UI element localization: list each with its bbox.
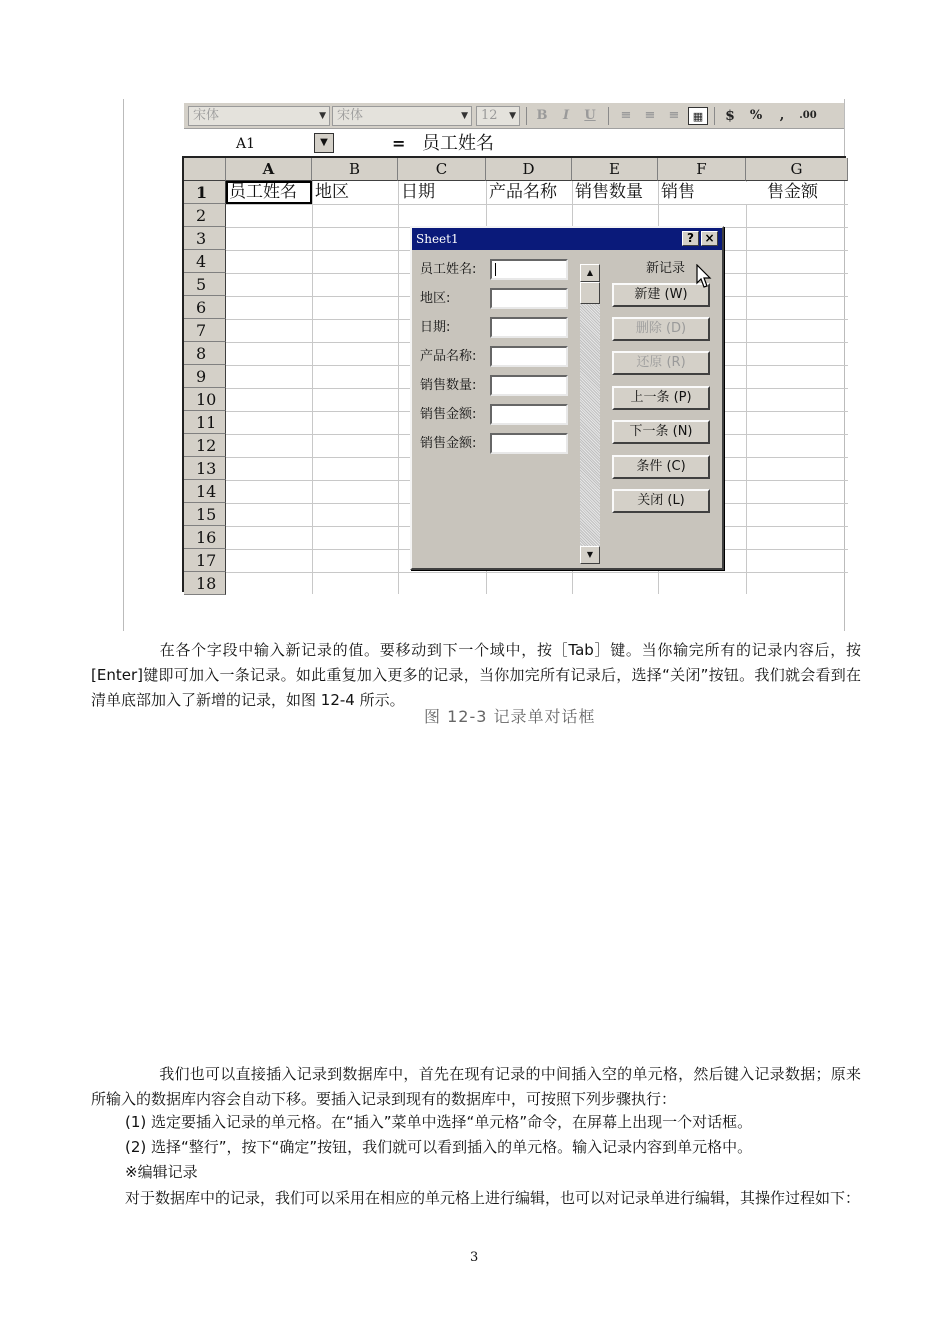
italic-button[interactable]: I bbox=[562, 108, 570, 123]
column-header-b[interactable]: B bbox=[312, 158, 398, 181]
step-1: (1) 选定要插入记录的单元格。在“插入”菜单中选择“单元格”命令，在屏幕上出现一个对话框。 bbox=[125, 1113, 753, 1131]
restore-button[interactable]: 还原 (R) bbox=[612, 351, 710, 375]
increase-decimal-icon[interactable]: .00 bbox=[799, 110, 817, 121]
criteria-button[interactable]: 条件 (C) bbox=[612, 455, 710, 479]
paragraph-1: 在各个字段中输入新记录的值。要移动到下一个域中，按［Tab］键。当你输完所有的记录内容后，按[Enter]键即可加入一条记录。如此重复加入更多的记录，当你加完所有记录后，选择“关闭”按钮。我们就会看到在清单底部加入了新增的记录，如图 12-4 所示。 bbox=[91, 641, 861, 709]
product-name-field[interactable] bbox=[490, 346, 568, 367]
sales-amount-field[interactable] bbox=[490, 404, 568, 425]
formula-bar-value[interactable]: 员工姓名 bbox=[422, 133, 494, 154]
field-label: 地区: bbox=[420, 291, 451, 306]
align-right-icon[interactable]: ≡ bbox=[668, 108, 680, 123]
field-label: 销售数量: bbox=[420, 378, 477, 393]
row-header[interactable]: 16 bbox=[184, 526, 226, 549]
active-cell-outline bbox=[226, 181, 312, 204]
cell-a1[interactable]: 员工姓名 bbox=[229, 182, 297, 202]
figure-caption: 图 12-3 记录单对话框 bbox=[424, 707, 596, 726]
step-2: (2) 选择“整行”，按下“确定”按钮，我们就可以看到插入的单元格。输入记录内容到单元格中。 bbox=[125, 1138, 753, 1156]
font-size-dropdown[interactable]: 12 ▼ bbox=[476, 106, 520, 126]
bold-button[interactable]: B bbox=[536, 108, 548, 123]
row-header[interactable]: 10 bbox=[184, 388, 226, 411]
scroll-up-icon[interactable]: ▲ bbox=[580, 264, 600, 282]
close-icon[interactable]: × bbox=[701, 231, 718, 246]
row-header[interactable]: 4 bbox=[184, 250, 226, 273]
mouse-cursor-icon bbox=[696, 264, 714, 290]
row-header[interactable]: 6 bbox=[184, 296, 226, 319]
row-header[interactable]: 7 bbox=[184, 319, 226, 342]
sales-quantity-field[interactable] bbox=[490, 375, 568, 396]
paragraph-3: 对于数据库中的记录，我们可以采用在相应的单元格上进行编辑，也可以对记录单进行编辑，其操作过程如下： bbox=[125, 1189, 861, 1207]
align-left-icon[interactable]: ≡ bbox=[620, 108, 632, 123]
font-dropdown-2[interactable]: 宋体 ▼ bbox=[332, 106, 472, 126]
new-button[interactable]: 新建 (W) bbox=[612, 283, 710, 307]
section-heading: ※编辑记录 bbox=[125, 1163, 198, 1181]
percent-button[interactable]: % bbox=[749, 108, 763, 123]
row-header[interactable]: 17 bbox=[184, 549, 226, 572]
align-center-icon[interactable]: ≡ bbox=[644, 108, 656, 123]
row-header[interactable]: 15 bbox=[184, 503, 226, 526]
row-header[interactable]: 14 bbox=[184, 480, 226, 503]
column-header-e[interactable]: E bbox=[572, 158, 658, 181]
help-icon[interactable]: ? bbox=[682, 231, 699, 246]
chevron-down-icon: ▼ bbox=[509, 111, 516, 121]
font-dropdown[interactable]: 宋体 ▼ bbox=[188, 106, 330, 126]
cell-c1[interactable]: 日期 bbox=[401, 182, 435, 202]
cell-b1[interactable]: 地区 bbox=[315, 182, 349, 202]
delete-button[interactable]: 删除 (D) bbox=[612, 317, 710, 341]
row-header[interactable]: 18 bbox=[184, 572, 226, 595]
column-header-c[interactable]: C bbox=[398, 158, 486, 181]
dialog-title: Sheet1 bbox=[412, 228, 722, 250]
row-header[interactable]: 2 bbox=[184, 204, 226, 227]
field-label: 产品名称: bbox=[420, 349, 477, 364]
cell-g1[interactable]: 售金额 bbox=[767, 182, 818, 202]
currency-icon[interactable]: $ bbox=[725, 108, 735, 124]
record-scrollbar[interactable] bbox=[580, 264, 600, 564]
column-header-f[interactable]: F bbox=[658, 158, 746, 181]
record-status: 新记录 bbox=[646, 261, 686, 276]
row-header[interactable]: 1 bbox=[184, 181, 226, 204]
page-number: 3 bbox=[470, 1250, 479, 1265]
cell-f1[interactable]: 销售 bbox=[661, 182, 695, 202]
field-label: 日期: bbox=[420, 320, 451, 335]
row-header[interactable]: 12 bbox=[184, 434, 226, 457]
merge-center-icon[interactable]: ▦ bbox=[688, 107, 708, 125]
employee-name-field[interactable] bbox=[490, 259, 568, 280]
row-header[interactable]: 11 bbox=[184, 411, 226, 434]
scroll-thumb[interactable] bbox=[580, 282, 600, 304]
field-label: 员工姓名: bbox=[420, 262, 477, 277]
name-box[interactable]: A1 bbox=[236, 136, 256, 152]
next-button[interactable]: 下一条 (N) bbox=[612, 420, 710, 444]
scroll-down-icon[interactable]: ▼ bbox=[580, 546, 600, 564]
row-header[interactable]: 5 bbox=[184, 273, 226, 296]
close-button[interactable]: 关闭 (L) bbox=[612, 489, 710, 513]
comma-button[interactable]: , bbox=[779, 108, 785, 123]
cell-d1[interactable]: 产品名称 bbox=[489, 182, 557, 202]
column-header-g[interactable]: G bbox=[746, 158, 848, 181]
cell-e1[interactable]: 销售数量 bbox=[575, 182, 643, 202]
region-field[interactable] bbox=[490, 288, 568, 309]
paragraph-2: 我们也可以直接插入记录到数据库中，首先在现有记录的中间插入空的单元格，然后键入记录数据；原来所输入的数据库内容会自动下移。要插入记录到现有的数据库中，可按照下列步骤执行： bbox=[91, 1065, 861, 1108]
field-label: 销售金额: bbox=[420, 436, 477, 451]
underline-button[interactable]: U bbox=[584, 108, 596, 123]
chevron-down-icon[interactable]: ▼ bbox=[314, 133, 334, 153]
column-header-d[interactable]: D bbox=[486, 158, 572, 181]
data-form-dialog bbox=[410, 226, 724, 570]
date-field[interactable] bbox=[490, 317, 568, 338]
chevron-down-icon: ▼ bbox=[319, 111, 326, 121]
row-header[interactable]: 3 bbox=[184, 227, 226, 250]
column-header-a[interactable]: A bbox=[226, 158, 312, 181]
formula-equals: = bbox=[392, 134, 406, 153]
formatting-toolbar bbox=[184, 103, 844, 129]
row-header[interactable]: 9 bbox=[184, 365, 226, 388]
row-header[interactable]: 8 bbox=[184, 342, 226, 365]
previous-button[interactable]: 上一条 (P) bbox=[612, 386, 710, 410]
sales-amount-field-2[interactable] bbox=[490, 433, 568, 454]
chevron-down-icon: ▼ bbox=[461, 111, 468, 121]
select-all-corner[interactable] bbox=[184, 158, 226, 181]
field-label: 销售金额: bbox=[420, 407, 477, 422]
row-header[interactable]: 13 bbox=[184, 457, 226, 480]
